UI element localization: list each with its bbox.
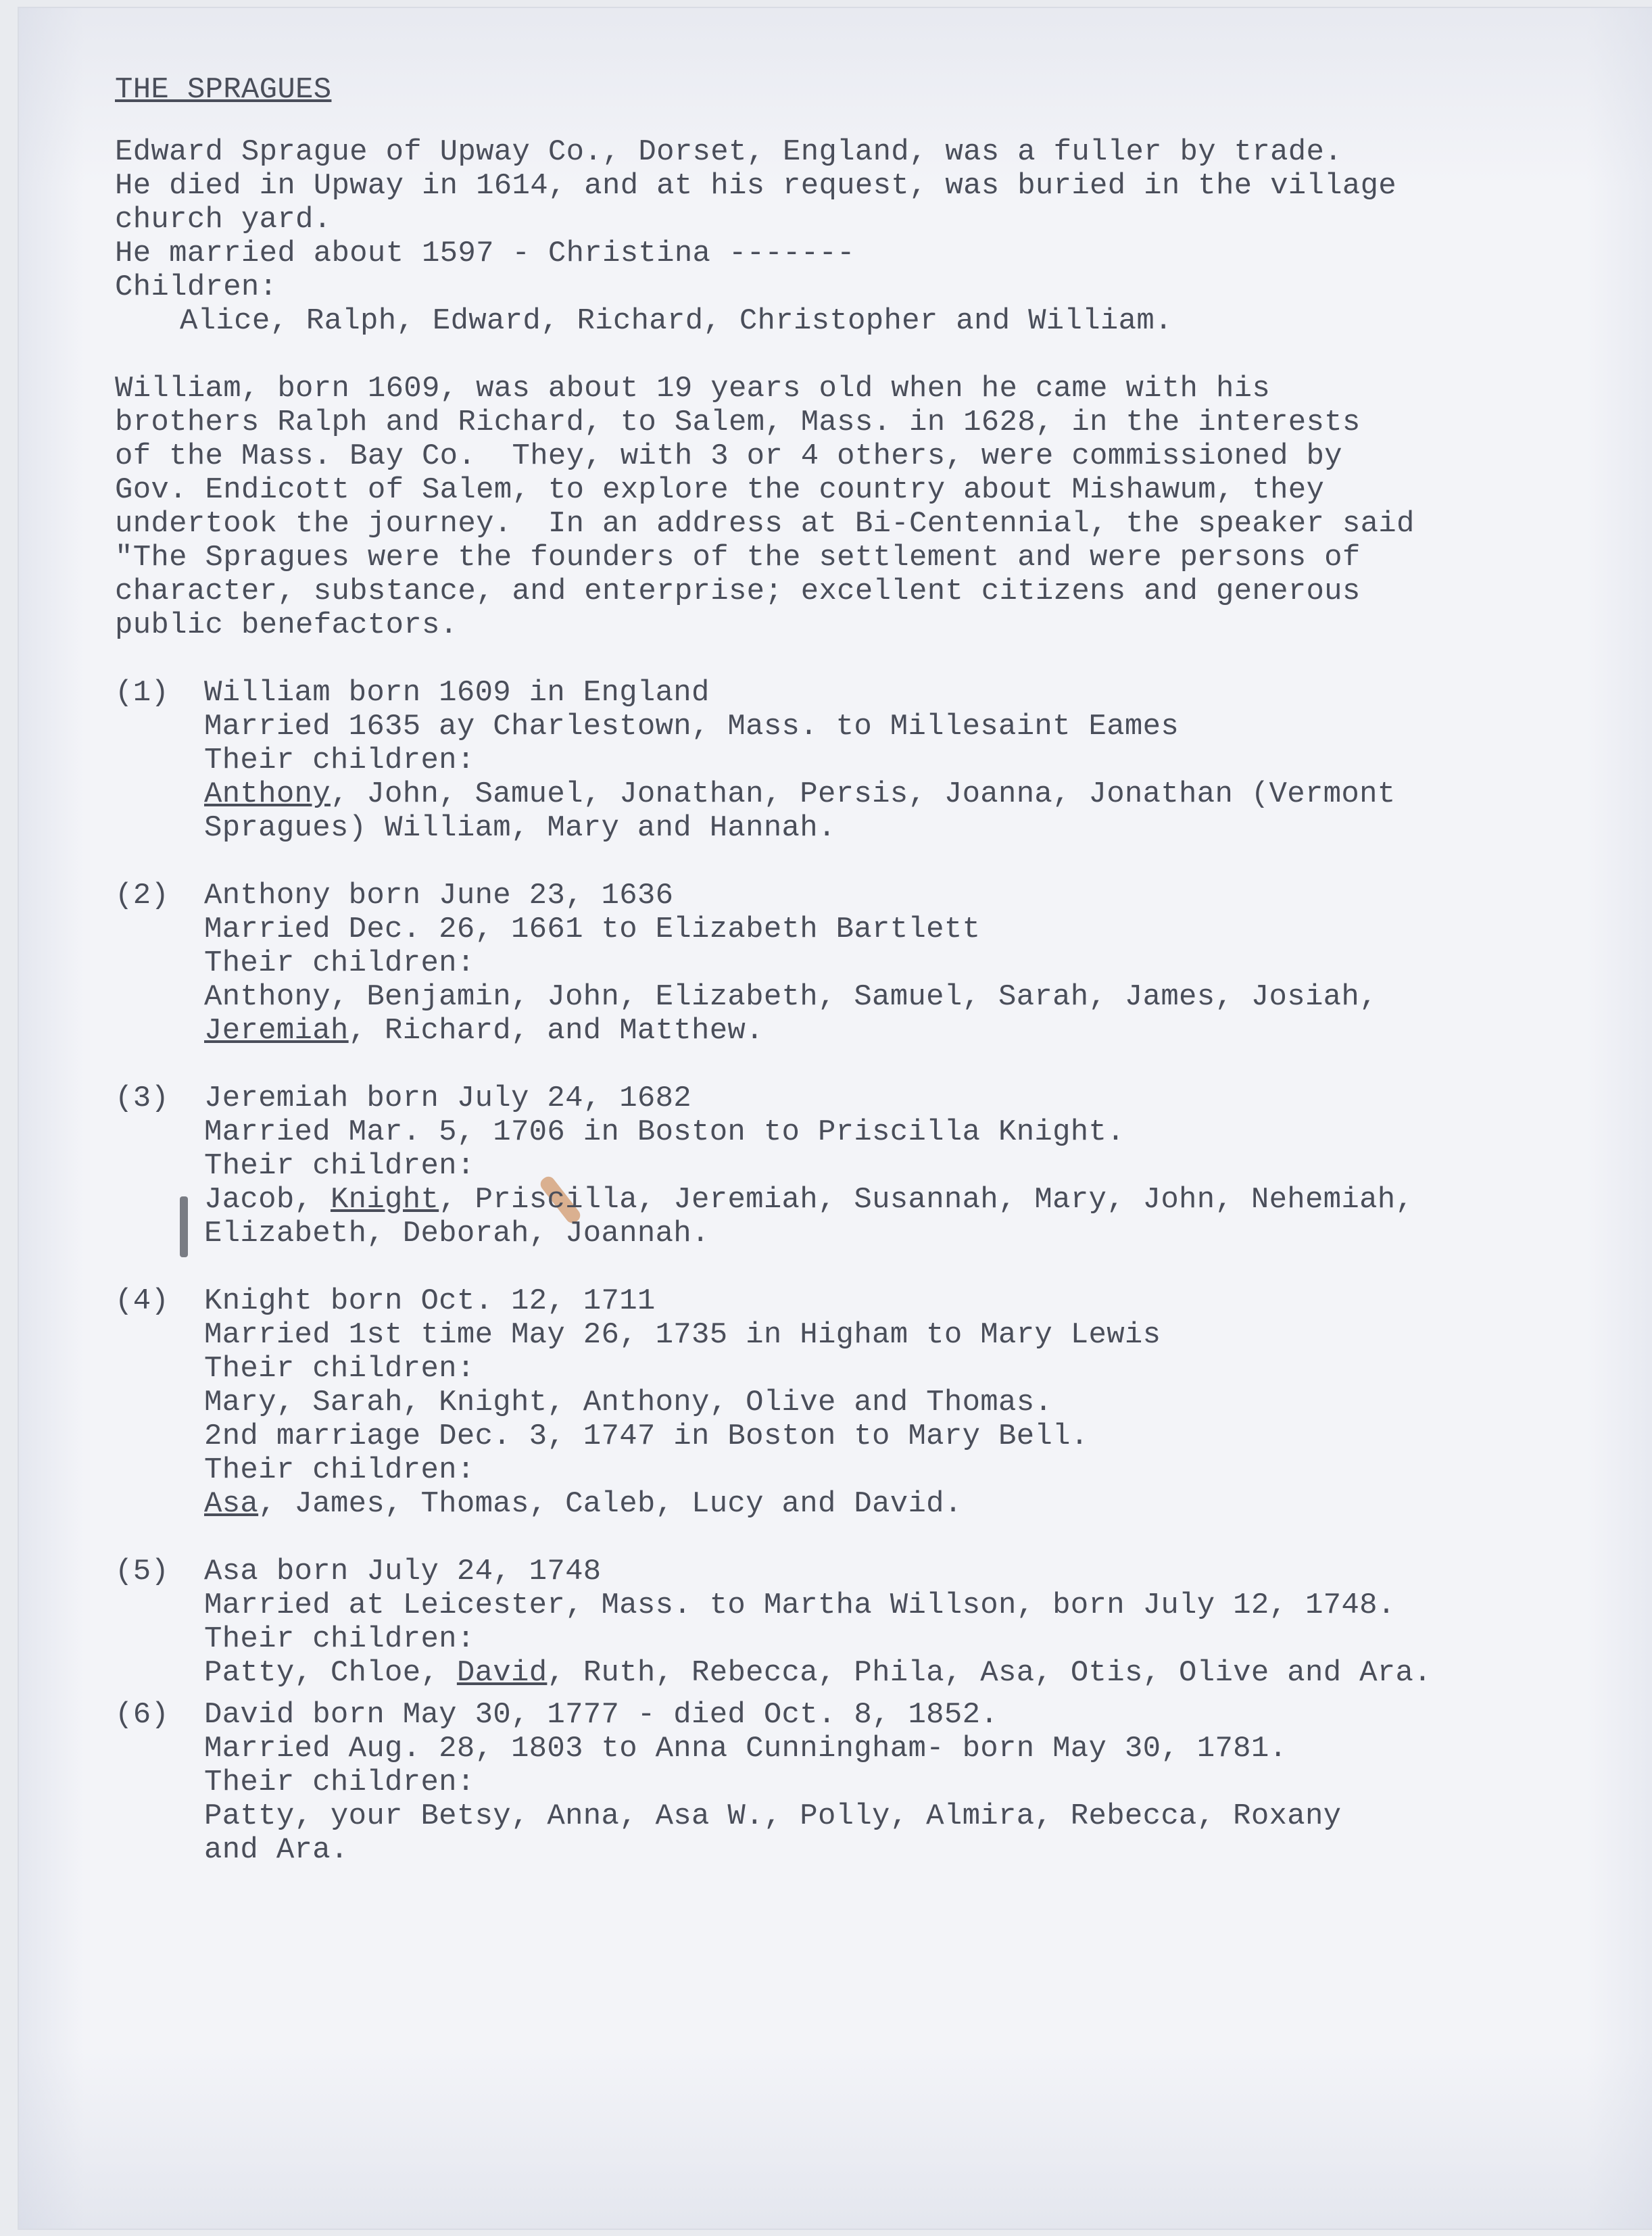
paragraph-line: brothers Ralph and Richard, to Salem, Mass. in 1628, in the interests <box>115 406 1361 439</box>
children-line <box>204 1014 1636 1048</box>
generation-entry-2 <box>115 879 1636 1048</box>
children-text: Jacob, <box>204 1183 331 1217</box>
entry-number: (3) <box>115 1081 170 1115</box>
paragraph-line: undertook the journey. In an address at Bi-Centennial, the speaker said <box>115 507 1415 541</box>
children-line <box>204 1656 1636 1690</box>
entry-line: Jeremiah born July 24, 1682 <box>204 1081 692 1115</box>
entry-line: Their children: <box>204 946 475 980</box>
children-text: , Priscilla, Jeremiah, Susannah, Mary, John, Nehemiah, <box>439 1183 1414 1217</box>
entry-line: Their children: <box>204 1766 475 1799</box>
children-line: Patty, your Betsy, Anna, Asa W., Polly, Almira, Rebecca, Roxany <box>204 1799 1342 1833</box>
entry-number: (4) <box>115 1284 170 1318</box>
entry-line: Married Mar. 5, 1706 in Boston to Priscilla Knight. <box>204 1115 1125 1149</box>
entry-number: (1) <box>115 676 170 710</box>
entry-line: Knight born Oct. 12, 1711 <box>204 1284 656 1318</box>
intro-children-line: Alice, Ralph, Edward, Richard, Christopher and William. <box>180 304 1173 338</box>
underlined-name: Asa <box>204 1487 259 1521</box>
children-line: Mary, Sarah, Knight, Anthony, Olive and Thomas. <box>204 1386 1053 1419</box>
underlined-name: David <box>456 1656 548 1690</box>
paragraph-line: public benefactors. <box>115 608 458 642</box>
intro-line: Edward Sprague of Upway Co., Dorset, England, was a fuller by trade. <box>115 135 1342 169</box>
entry-line: Married 1st time May 26, 1735 in Higham to Mary Lewis <box>204 1318 1161 1352</box>
entry-line: Married 1635 ay Charlestown, Mass. to Millesaint Eames <box>204 710 1180 744</box>
intro-line: church yard. <box>115 203 332 237</box>
children-line <box>204 1183 1636 1217</box>
entry-line: Anthony born June 23, 1636 <box>204 879 674 913</box>
paragraph-line: character, substance, and enterprise; excellent citizens and generous <box>115 575 1361 608</box>
intro-paragraph <box>115 135 1636 338</box>
william-paragraph <box>115 372 1636 642</box>
entry-line: William born 1609 in England <box>204 676 710 710</box>
children-text: Patty, Chloe, <box>204 1656 457 1690</box>
page-title: THE SPRAGUES <box>115 73 332 107</box>
entry-number: (2) <box>115 879 170 913</box>
generation-entry-6 <box>115 1698 1636 1867</box>
intro-line: Children: <box>115 270 278 304</box>
entry-number: (6) <box>115 1698 170 1732</box>
underlined-name: Anthony <box>204 777 331 811</box>
entry-line: Married Aug. 28, 1803 to Anna Cunningham- born May 30, 1781. <box>204 1732 1288 1766</box>
children-line: and Ara. <box>204 1833 349 1867</box>
entry-number: (5) <box>115 1555 170 1588</box>
intro-line: He died in Upway in 1614, and at his request, was buried in the village <box>115 169 1397 203</box>
children-line: Spragues) William, Mary and Hannah. <box>204 811 836 845</box>
children-line: Anthony, Benjamin, John, Elizabeth, Samuel, Sarah, James, Josiah, <box>204 980 1378 1014</box>
entry-line: Their children: <box>204 744 475 777</box>
document-body <box>115 73 1636 1901</box>
entry-line: Their children: <box>204 1149 475 1183</box>
entry-line: Asa born July 24, 1748 <box>204 1555 602 1588</box>
entry-line: Their children: <box>204 1453 475 1487</box>
intro-line: He married about 1597 - Christina ------- <box>115 237 855 270</box>
entry-line: David born May 30, 1777 - died Oct. 8, 1852. <box>204 1698 998 1732</box>
underlined-name: Knight <box>330 1183 439 1217</box>
entry-line: Married Dec. 26, 1661 to Elizabeth Bartlett <box>204 913 981 946</box>
children-line <box>204 777 1636 811</box>
children-line: Elizabeth, Deborah, Joannah. <box>204 1217 710 1250</box>
generation-entry-4 <box>115 1284 1636 1521</box>
underlined-name: Jeremiah <box>204 1014 349 1048</box>
generation-entry-1 <box>115 676 1636 845</box>
entry-line: Their children: <box>204 1622 475 1656</box>
paragraph-line: Gov. Endicott of Salem, to explore the country about Mishawum, they <box>115 473 1325 507</box>
paragraph-line: William, born 1609, was about 19 years old when he came with his <box>115 372 1271 406</box>
generation-entry-3 <box>115 1081 1636 1250</box>
entry-line: 2nd marriage Dec. 3, 1747 in Boston to Mary Bell. <box>204 1419 1089 1453</box>
paragraph-line: "The Spragues were the founders of the settlement and were persons of <box>115 541 1361 575</box>
children-text: , John, Samuel, Jonathan, Persis, Joanna, Jonathan (Vermont <box>330 777 1396 811</box>
children-line <box>204 1487 1636 1521</box>
paragraph-line: of the Mass. Bay Co. They, with 3 or 4 others, were commissioned by <box>115 439 1342 473</box>
children-text: , James, Thomas, Caleb, Lucy and David. <box>258 1487 963 1521</box>
entry-line: Their children: <box>204 1352 475 1386</box>
generation-entry-5 <box>115 1555 1636 1690</box>
entry-line: Married at Leicester, Mass. to Martha Willson, born July 12, 1748. <box>204 1588 1396 1622</box>
children-text: , Richard, and Matthew. <box>348 1014 764 1048</box>
children-text: , Ruth, Rebecca, Phila, Asa, Otis, Olive and Ara. <box>547 1656 1432 1690</box>
